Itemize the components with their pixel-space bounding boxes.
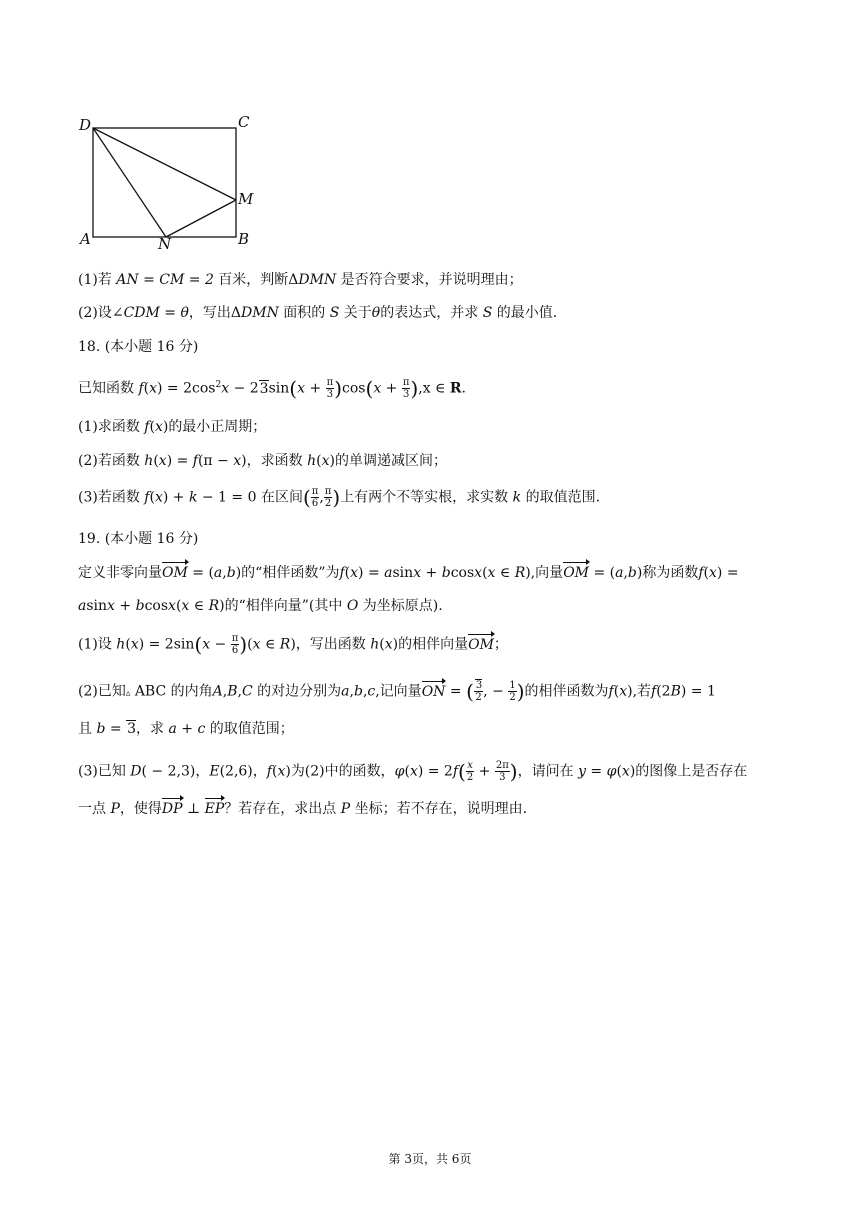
text: (1)求函数 bbox=[78, 419, 145, 435]
text: 的取值范围. bbox=[521, 489, 601, 506]
text: 在区间 bbox=[256, 489, 303, 506]
q18-part2: (2)若函数 h(x) = f(π − x)，求函数 h(x)的单调递减区间； bbox=[78, 453, 447, 469]
text: ，使得 bbox=[119, 801, 162, 817]
q19-part2-line2: 且 b = 3，求 a + c 的取值范围； bbox=[78, 721, 294, 737]
text: 关于 bbox=[339, 305, 372, 321]
page-footer: 第 3页，共 6页 bbox=[388, 1152, 472, 1166]
q19-part3-line2: 一点 P，使得DP ⊥ EP？若存在，求出点 P 坐标；若不存在，说明理由. bbox=[78, 798, 527, 820]
text: 且 bbox=[78, 721, 97, 737]
geometry-figure bbox=[78, 112, 278, 252]
text: 一点 bbox=[78, 801, 111, 817]
text: 的对边分别为 bbox=[257, 683, 342, 700]
text: ,向量 bbox=[530, 565, 564, 581]
text: 为(2)中的函数， bbox=[290, 763, 395, 780]
text: (3)若函数 bbox=[78, 489, 145, 506]
q17-part2 bbox=[78, 302, 557, 324]
math: k bbox=[512, 489, 522, 506]
text: (3)已知 bbox=[78, 763, 131, 780]
math: DMN bbox=[298, 272, 337, 288]
q18-part1: (1)求函数 f(x)的最小正周期； bbox=[78, 419, 267, 435]
rectangle-abcd bbox=[93, 128, 236, 237]
text: (2)设∠ bbox=[78, 305, 124, 321]
text: 百米，判断Δ bbox=[213, 272, 299, 288]
label-b: B bbox=[238, 230, 250, 248]
math: P bbox=[340, 801, 351, 817]
q19-part2-line1: (2)已知▵ ABC 的内角A,B,C 的对边分别为a,b,c,记向量ON = ( $\frac{3}{2}$ , − $\frac{1}{2}$ )的相伴函数为f(x),若f(2B) = 1 bbox=[78, 679, 716, 704]
text: ，求函数 bbox=[246, 453, 308, 469]
set-r: R bbox=[449, 380, 462, 397]
text: ，写出函数 bbox=[295, 636, 371, 653]
text: 的表达式，并求 bbox=[380, 305, 483, 321]
text: 的相伴函数为 bbox=[524, 683, 609, 700]
segment-dn bbox=[93, 128, 166, 237]
text: ，请问在 bbox=[517, 763, 579, 780]
text: 面积的 bbox=[278, 305, 330, 321]
q17-part1 bbox=[78, 269, 523, 291]
text: 的取值范围； bbox=[205, 721, 294, 737]
text: 定义非零向量 bbox=[78, 565, 162, 581]
q19-part1: (1)设 h(x) = 2sin(x − $\frac{\pi}{6}$ )(x ∈ R)，写出函数 h(x)的相伴向量OM； bbox=[78, 632, 508, 657]
text: 的“相伴函数”为 bbox=[241, 565, 340, 581]
segment-dm bbox=[93, 128, 236, 200]
text: ,记向量 bbox=[375, 683, 422, 700]
text: ， bbox=[195, 763, 210, 780]
text: ,x ∈ bbox=[418, 380, 450, 397]
text: . bbox=[461, 380, 466, 397]
math: O bbox=[346, 598, 359, 614]
text: 为坐标原点). bbox=[358, 598, 443, 614]
math: S bbox=[482, 305, 493, 321]
triangle-symbol: ▵ bbox=[125, 688, 131, 699]
q19-def-line1: 定义非零向量OM = (a,b)的“相伴函数”为f(x) = asinx + bcosx(x ∈ R),向量OM = (a,b)称为函数f(x) = bbox=[78, 562, 739, 584]
text: 称为函数 bbox=[642, 565, 699, 581]
text: (1)若 bbox=[78, 272, 117, 288]
math: P bbox=[110, 801, 120, 817]
text: 已知函数 bbox=[78, 380, 139, 397]
math: DMN bbox=[241, 305, 279, 321]
text: ,若 bbox=[632, 683, 652, 700]
text: 的最小值. bbox=[492, 305, 558, 321]
text: 的图像上是否存在 bbox=[635, 763, 748, 780]
text: 的相伴向量 bbox=[398, 636, 469, 653]
text: (2)若函数 bbox=[78, 453, 145, 469]
text: ABC 的内角 bbox=[130, 683, 213, 700]
segment-mn bbox=[166, 200, 236, 237]
text: 的单调递减区间； bbox=[334, 453, 447, 469]
label-m: M bbox=[238, 190, 254, 208]
math: S bbox=[329, 305, 340, 321]
text: 坐标；若不存在，说明理由. bbox=[350, 801, 528, 817]
label-c: C bbox=[238, 113, 250, 131]
q18-stem: 已知函数 $f(x) = 2\cos^2x - 23\sin(x$ + $\frac{\pi}{3}$ )cos(x + $\frac{\pi}{3}$ ),x ∈ R. bbox=[78, 376, 466, 401]
label-a: A bbox=[80, 230, 91, 248]
q18-header: 18. (本小题 16 分) bbox=[78, 339, 199, 355]
text: 是否符合要求，并说明理由； bbox=[336, 272, 523, 288]
text: ，写出Δ bbox=[188, 305, 242, 321]
text: ？若存在，求出点 bbox=[224, 801, 341, 817]
q19-part3-line1: (3)已知 D( − 2,3)，E(2,6)，f(x)为(2)中的函数，φ(x) = 2f( $\frac{x}{2}$ + $\frac{2\pi}{3}$ )，请问在 y = φ(x)的图像上是否存在 bbox=[78, 759, 748, 784]
text: 的最小正周期； bbox=[168, 419, 267, 435]
text: 上有两个不等实根，求实数 bbox=[340, 489, 513, 506]
math: AN = CM = 2 bbox=[116, 272, 214, 288]
text: 的“相伴向量”(其中 bbox=[224, 598, 347, 614]
text: ； bbox=[493, 636, 508, 653]
math: CDM = θ bbox=[123, 305, 189, 321]
text: (1)设 bbox=[78, 636, 117, 653]
q19-header: 19. (本小题 16 分) bbox=[78, 531, 199, 547]
math: θ bbox=[371, 305, 381, 321]
label-d: D bbox=[79, 116, 92, 134]
text: (2)已知 bbox=[78, 683, 126, 700]
text: ，求 bbox=[135, 721, 169, 737]
q18-part3: (3)若函数 f(x) + k − 1 = 0 在区间( $\frac{\pi}{6}$ , $\frac{\pi}{2}$ )上有两个不等实根，求实数 k 的取值范围. bbox=[78, 485, 601, 510]
q19-def-line2: asinx + bcosx(x ∈ R)的“相伴向量”(其中 O 为坐标原点). bbox=[78, 598, 443, 614]
label-n: N bbox=[158, 235, 172, 252]
